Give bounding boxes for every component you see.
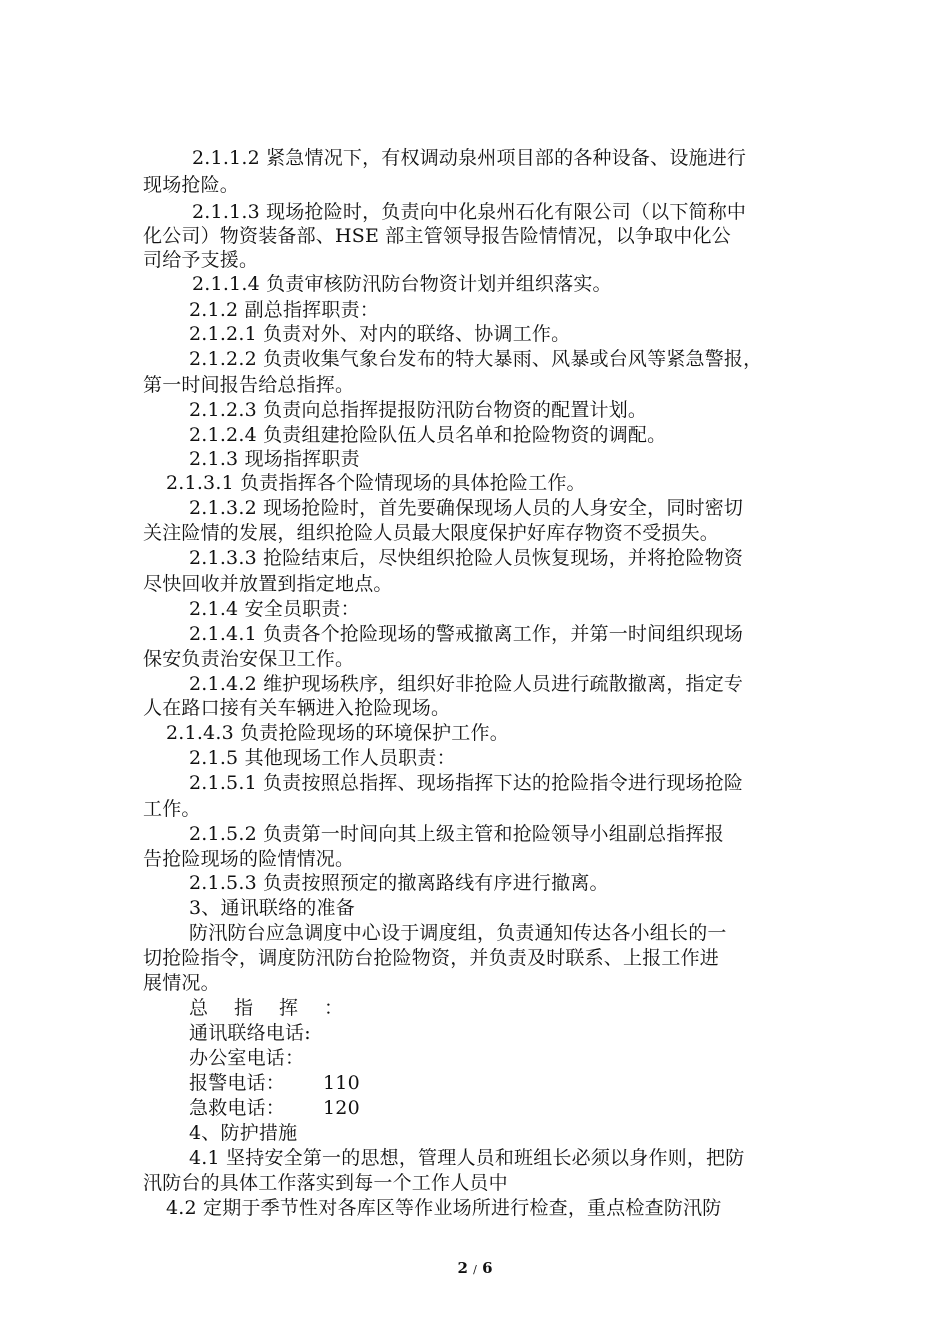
paragraph-line: 保安负责治安保卫工作。 [143,648,355,670]
ambulance-phone-row [189,1096,360,1120]
police-phone-label: 报警电话： [189,1072,286,1094]
section-heading: 2.1.3 现场指挥职责 [189,448,360,470]
paragraph-line: 告抢险现场的险情情况。 [143,848,355,870]
paragraph-line: 切抢险指令，调度防汛防台抢险物资，并负责及时联系、上报工作进 [143,947,720,969]
section-heading: 3、通讯联络的准备 [189,897,355,919]
paragraph-line: 展情况。 [143,972,220,994]
paragraph-line: 2.1.2.3 负责向总指挥提报防汛防台物资的配置计划。 [189,399,648,421]
police-phone-number: 110 [323,1072,360,1094]
paragraph-line: 化公司）物资装备部、HSE 部主管领导报告险情情况，以争取中化公 [143,225,731,247]
paragraph-line: 防汛防台应急调度中心设于调度组，负责通知传达各小组长的一 [189,922,727,944]
ambulance-phone-number: 120 [323,1097,360,1119]
paragraph-line: 尽快回收并放置到指定地点。 [143,573,393,595]
total-pages: 6 [482,1259,493,1277]
paragraph-line: 现场抢险。 [143,174,240,196]
paragraph-line: 2.1.2.1 负责对外、对内的联络、协调工作。 [189,323,571,345]
section-heading: 2.1.5 其他现场工作人员职责： [189,747,456,769]
paragraph-line: 工作。 [143,798,201,820]
paragraph-line: 司给予支援。 [143,249,259,271]
paragraph-line: 人在路口接有关车辆进入抢险现场。 [143,697,451,719]
office-phone-label: 办公室电话： [189,1047,305,1069]
section-heading: 4、防护措施 [189,1122,298,1144]
paragraph-line: 2.1.3.2 现场抢险时，首先要确保现场人员的人身安全，同时密切 [189,497,744,519]
paragraph-line: 2.1.4.2 维护现场秩序，组织好非抢险人员进行疏散撤离，指定专 [189,673,744,695]
paragraph-line: 2.1.1.3 现场抢险时，负责向中化泉州石化有限公司（以下简称中 [192,201,747,223]
paragraph-line: 关注险情的发展，组织抢险人员最大限度保护好库存物资不受损失。 [143,522,720,544]
contact-phone-label: 通讯联络电话: [189,1022,311,1044]
paragraph-line: 汛防台的具体工作落实到每一个工作人员中 [143,1172,508,1194]
paragraph-line: 第一时间报告给总指挥。 [143,374,355,396]
paragraph-line: 4.1 坚持安全第一的思想，管理人员和班组长必须以身作则，把防 [189,1147,745,1169]
ambulance-phone-label: 急救电话： [189,1097,286,1119]
current-page: 2 [457,1259,468,1277]
paragraph-line: 2.1.2.2 负责收集气象台发布的特大暴雨、风暴或台风等紧急警报， [189,348,763,370]
commander-label: 总指挥： [189,997,370,1019]
page-separator: / [473,1263,477,1276]
paragraph-line: 2.1.1.2 紧急情况下，有权调动泉州项目部的各种设备、设施进行 [192,147,747,169]
paragraph-line: 2.1.5.1 负责按照总指挥、现场指挥下达的抢险指令进行现场抢险 [189,772,744,794]
paragraph-line: 2.1.3.1 负责指挥各个险情现场的具体抢险工作。 [166,472,586,494]
paragraph-line: 4.2 定期于季节性对各库区等作业场所进行检查，重点检查防汛防 [166,1197,722,1219]
section-heading: 2.1.4 安全员职责： [189,598,360,620]
paragraph-line: 2.1.4.1 负责各个抢险现场的警戒撤离工作，并第一时间组织现场 [189,623,744,645]
paragraph-line: 2.1.2.4 负责组建抢险队伍人员名单和抢险物资的调配。 [189,424,667,446]
paragraph-line: 2.1.1.4 负责审核防汛防台物资计划并组织落实。 [192,273,612,295]
page-number [0,1259,950,1277]
section-heading: 2.1.2 副总指挥职责： [189,299,379,321]
paragraph-line: 2.1.3.3 抢险结束后，尽快组织抢险人员恢复现场，并将抢险物资 [189,547,744,569]
police-phone-row [189,1071,360,1095]
paragraph-line: 2.1.4.3 负责抢险现场的环境保护工作。 [166,722,509,744]
paragraph-line: 2.1.5.3 负责按照预定的撤离路线有序进行撤离。 [189,872,609,894]
paragraph-line: 2.1.5.2 负责第一时间向其上级主管和抢险领导小组副总指挥报 [189,823,724,845]
